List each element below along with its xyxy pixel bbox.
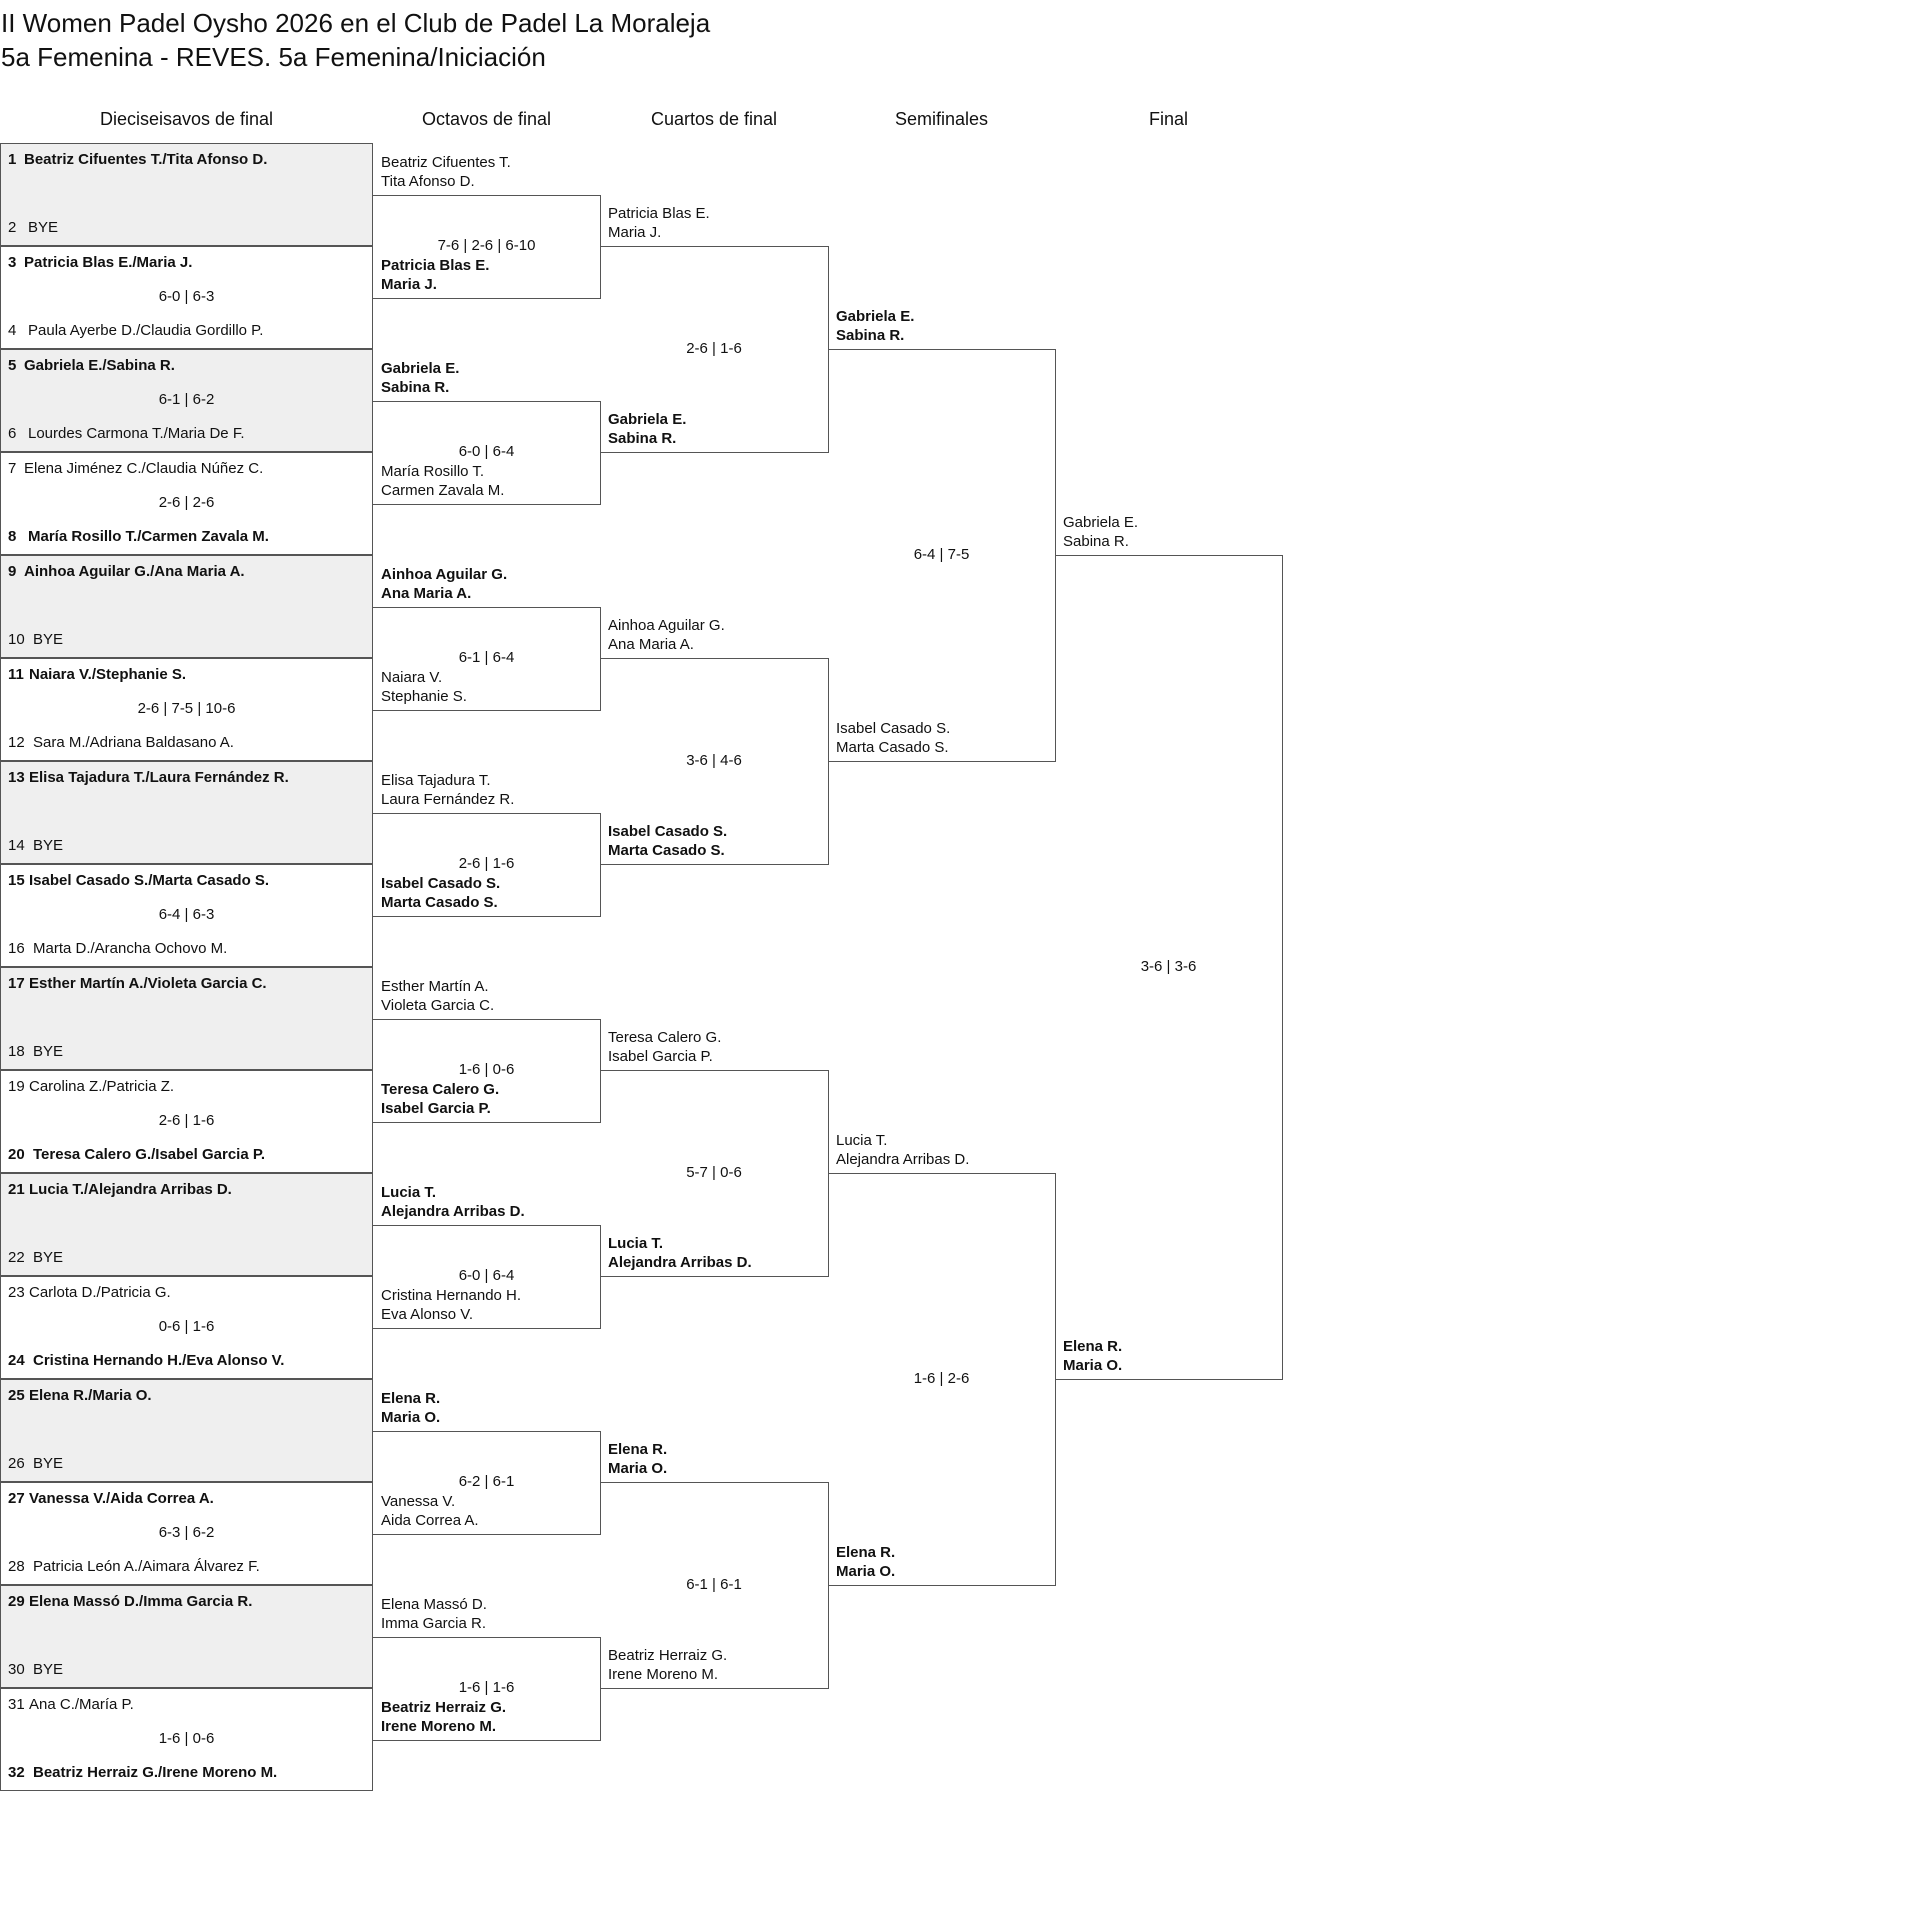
round-header-final: Final (1148, 109, 1188, 129)
r16-team-bottom: Maria J. (381, 275, 437, 293)
r32-team-top: Patricia Blas E./Maria J. (24, 254, 193, 271)
r16-team-bottom: María Rosillo T. (381, 462, 485, 480)
r32-seed: 4 (8, 322, 17, 339)
r32-team-top: Elena R./Maria O. (29, 1387, 152, 1404)
r16-team-bottom: Beatriz Herraiz G. (381, 1698, 507, 1716)
r16-connector (373, 504, 601, 505)
r32-seed: 3 (8, 254, 17, 271)
r16-team-top: Maria O. (381, 1408, 441, 1426)
qf-team-top: Isabel Garcia P. (608, 1048, 713, 1065)
r16-connector (373, 401, 601, 402)
final-match-score: 3-6 | 3-6 (1140, 958, 1197, 975)
qf-connector (600, 246, 829, 247)
r16-team-top: Alejandra Arribas D. (381, 1202, 525, 1220)
r32-seed: 17 (8, 975, 25, 992)
r16-team-bottom: Patricia Blas E. (381, 256, 490, 274)
r32-team-top: Ana C./María P. (29, 1696, 134, 1713)
sf-team-top: Lucia T. (836, 1132, 888, 1149)
r32-team-top: Beatriz Cifuentes T./Tita Afonso D. (24, 151, 268, 168)
qf-team-bottom: Alejandra Arribas D. (608, 1254, 752, 1271)
r32-seed: 29 (8, 1593, 25, 1610)
r32-team-bottom: Cristina Hernando H./Eva Alonso V. (33, 1352, 285, 1369)
r16-team-top: Elena Massó D. (381, 1595, 487, 1613)
r16-team-bottom: Isabel Garcia P. (381, 1099, 491, 1117)
r16-connector (373, 195, 601, 196)
r16-team-bottom: Stephanie S. (381, 687, 467, 705)
r32-seed: 32 (8, 1764, 25, 1781)
r32-seed: 15 (8, 872, 25, 889)
r32-team-bottom: Lourdes Carmona T./Maria De F. (28, 425, 245, 442)
r16-team-top: Laura Fernández R. (381, 790, 515, 808)
r32-seed: 30 (8, 1661, 25, 1678)
r16-team-bottom: Teresa Calero G. (381, 1080, 500, 1098)
r16-team-bottom: Eva Alonso V. (381, 1305, 474, 1323)
qf-team-bottom: Lucia T. (608, 1235, 664, 1252)
r16-team-top: Esther Martín A. (381, 977, 489, 995)
r32-team-top: Isabel Casado S./Marta Casado S. (29, 872, 270, 889)
qf-match-score: 6-1 | 6-1 (686, 1576, 742, 1593)
sf-team-bottom: Elena R. (836, 1544, 896, 1561)
r32-team-bottom: Paula Ayerbe D./Claudia Gordillo P. (28, 322, 264, 339)
r32-team-top: Carolina Z./Patricia Z. (29, 1078, 175, 1095)
qf-connector (600, 1688, 829, 1689)
r16-match-score: 6-1 | 6-4 (458, 649, 515, 666)
r32-seed: 19 (8, 1078, 25, 1095)
r32-team-bottom: Teresa Calero G./Isabel Garcia P. (33, 1146, 266, 1163)
r32-team-top: Carlota D./Patricia G. (29, 1284, 171, 1301)
r32-team-bottom: Patricia León A./Aimara Álvarez F. (33, 1558, 260, 1575)
sf-team-bottom: Maria O. (836, 1563, 896, 1580)
r16-connector (373, 1019, 601, 1020)
r16-connector (373, 1740, 601, 1741)
r32-team-top: Ainhoa Aguilar G./Ana Maria A. (24, 563, 245, 580)
r32-seed: 9 (8, 563, 17, 580)
r32-seed: 10 (8, 631, 25, 648)
r16-match-score: 6-0 | 6-4 (458, 443, 515, 460)
r32-team-top: Elena Jiménez C./Claudia Núñez C. (24, 460, 264, 477)
sf-connector (828, 1173, 1056, 1174)
sf-team-bottom: Isabel Casado S. (836, 720, 951, 737)
r32-seed: 18 (8, 1043, 25, 1060)
r32-seed: 14 (8, 837, 25, 854)
r32-seed: 11 (8, 666, 24, 683)
qf-match-score: 3-6 | 4-6 (686, 752, 742, 769)
final-team-top: Sabina R. (1063, 533, 1129, 550)
r32-team-top: Esther Martín A./Violeta Garcia C. (29, 975, 267, 992)
round-header-sf: Semifinales (894, 109, 989, 129)
final-team-top: Gabriela E. (1063, 514, 1139, 531)
r16-team-top: Elisa Tajadura T. (381, 771, 491, 789)
r32-seed: 13 (8, 769, 25, 786)
sf-match-score: 6-4 | 7-5 (913, 546, 970, 563)
r16-connector (373, 607, 601, 608)
final-connector (1055, 1379, 1283, 1380)
r32-match-score: 0-6 | 1-6 (158, 1318, 215, 1335)
r16-connector (373, 813, 601, 814)
sf-connector (828, 1585, 1056, 1586)
r32-seed: 1 (8, 151, 17, 168)
r16-team-top: Tita Afonso D. (381, 172, 475, 190)
r32-match-score: 6-0 | 6-3 (158, 288, 215, 305)
qf-team-bottom: Sabina R. (608, 430, 677, 447)
qf-team-bottom: Marta Casado S. (608, 842, 725, 859)
r32-match-score: 6-4 | 6-3 (158, 906, 215, 923)
r16-team-bottom: Naiara V. (381, 668, 443, 686)
r32-match-score: 6-3 | 6-2 (158, 1524, 215, 1541)
r16-match-score: 1-6 | 0-6 (458, 1061, 515, 1078)
r16-team-bottom: Carmen Zavala M. (381, 481, 505, 499)
r16-team-bottom: Vanessa V. (381, 1492, 456, 1510)
r16-connector (373, 916, 601, 917)
r16-team-top: Sabina R. (381, 378, 450, 396)
sf-connector (828, 349, 1056, 350)
r32-seed: 22 (8, 1249, 25, 1266)
qf-team-top: Maria O. (608, 1460, 668, 1477)
final-connector (1282, 555, 1283, 1380)
r32-team-bottom: BYE (33, 837, 64, 854)
sf-team-top: Sabina R. (836, 327, 905, 344)
r16-connector (373, 1637, 601, 1638)
r16-match-score: 6-2 | 6-1 (458, 1473, 515, 1490)
r32-team-bottom: BYE (28, 219, 59, 236)
r32-match-score: 1-6 | 0-6 (158, 1730, 215, 1747)
r16-team-top: Elena R. (381, 1389, 441, 1407)
round-header-qf: Cuartos de final (650, 109, 778, 129)
r32-seed: 28 (8, 1558, 25, 1575)
final-connector (1055, 555, 1283, 556)
r16-match-score: 2-6 | 1-6 (458, 855, 515, 872)
qf-connector (600, 864, 829, 865)
r32-seed: 16 (8, 940, 25, 957)
r16-team-bottom: Cristina Hernando H. (381, 1286, 522, 1304)
r16-connector (373, 1431, 601, 1432)
qf-connector (600, 452, 829, 453)
qf-team-top: Maria J. (608, 224, 662, 241)
r32-match-score: 6-1 | 6-2 (158, 391, 215, 408)
sf-team-bottom: Marta Casado S. (836, 739, 949, 756)
r32-seed: 24 (8, 1352, 25, 1369)
sf-team-top: Alejandra Arribas D. (836, 1151, 970, 1168)
r16-team-top: Ainhoa Aguilar G. (381, 565, 508, 583)
r16-team-top: Imma Garcia R. (381, 1614, 487, 1632)
r16-connector (373, 1225, 601, 1226)
sf-match-score: 1-6 | 2-6 (913, 1370, 970, 1387)
r32-match-score: 2-6 | 2-6 (158, 494, 215, 511)
sf-connector (828, 761, 1056, 762)
r32-seed: 7 (8, 460, 17, 477)
r32-team-top: Gabriela E./Sabina R. (24, 357, 175, 374)
r32-seed: 6 (8, 425, 17, 442)
round-header-r16: Octavos de final (421, 109, 552, 129)
r16-connector (373, 710, 601, 711)
r32-seed: 21 (8, 1181, 25, 1198)
r16-team-top: Gabriela E. (381, 359, 460, 377)
r32-team-top: Naiara V./Stephanie S. (29, 666, 187, 683)
r16-team-top: Lucia T. (381, 1183, 437, 1201)
r32-seed: 12 (8, 734, 25, 751)
r16-connector (373, 1122, 601, 1123)
r32-seed: 5 (8, 357, 17, 374)
r32-team-top: Elena Massó D./Imma Garcia R. (29, 1593, 253, 1610)
r16-match-score: 7-6 | 2-6 | 6-10 (437, 237, 536, 254)
r32-team-bottom: Marta D./Arancha Ochovo M. (33, 940, 228, 957)
r32-team-top: Elisa Tajadura T./Laura Fernández R. (29, 769, 289, 786)
r32-seed: 27 (8, 1490, 25, 1507)
r32-team-bottom: BYE (33, 1455, 64, 1472)
r32-match-score: 2-6 | 7-5 | 10-6 (137, 700, 236, 717)
qf-team-bottom: Beatriz Herraiz G. (608, 1647, 728, 1664)
r32-seed: 25 (8, 1387, 25, 1404)
r32-seed: 26 (8, 1455, 25, 1472)
qf-team-top: Ainhoa Aguilar G. (608, 617, 725, 634)
r16-connector (373, 1534, 601, 1535)
r32-seed: 23 (8, 1284, 25, 1301)
r32-match-score: 2-6 | 1-6 (158, 1112, 215, 1129)
r32-team-top: Vanessa V./Aida Correa A. (29, 1490, 214, 1507)
r32-team-top: Lucia T./Alejandra Arribas D. (29, 1181, 232, 1198)
r32-seed: 20 (8, 1146, 25, 1163)
r32-team-bottom: BYE (33, 1043, 64, 1060)
r16-match-score: 6-0 | 6-4 (458, 1267, 515, 1284)
final-team-bottom: Elena R. (1063, 1338, 1123, 1355)
sf-team-top: Gabriela E. (836, 308, 915, 325)
qf-connector (600, 1482, 829, 1483)
page-title: II Women Padel Oysho 2026 en el Club de Padel La Moraleja (1, 8, 711, 38)
r32-team-bottom: María Rosillo T./Carmen Zavala M. (28, 528, 269, 545)
qf-connector (600, 1070, 829, 1071)
qf-connector (600, 1276, 829, 1277)
r32-seed: 31 (8, 1696, 25, 1713)
r32-team-bottom: Sara M./Adriana Baldasano A. (33, 734, 234, 751)
r16-match-score: 1-6 | 1-6 (458, 1679, 515, 1696)
r32-team-bottom: BYE (33, 1661, 64, 1678)
qf-team-bottom: Gabriela E. (608, 411, 687, 428)
qf-team-top: Elena R. (608, 1441, 668, 1458)
r32-seed: 8 (8, 528, 17, 545)
qf-team-top: Ana Maria A. (608, 636, 694, 653)
qf-match-score: 5-7 | 0-6 (686, 1164, 742, 1181)
r16-team-bottom: Aida Correa A. (381, 1511, 479, 1529)
round-header-r32: Dieciseisavos de final (99, 109, 274, 129)
r16-team-bottom: Isabel Casado S. (381, 874, 501, 892)
qf-team-bottom: Isabel Casado S. (608, 823, 728, 840)
r16-team-bottom: Irene Moreno M. (381, 1717, 497, 1735)
r16-team-top: Ana Maria A. (381, 584, 472, 602)
r16-team-bottom: Marta Casado S. (381, 893, 498, 911)
r16-connector (373, 1328, 601, 1329)
page-subtitle: 5a Femenina - REVES. 5a Femenina/Iniciación (1, 42, 546, 72)
r16-team-top: Violeta Garcia C. (381, 996, 495, 1014)
qf-team-top: Patricia Blas E. (608, 205, 710, 222)
qf-connector (600, 658, 829, 659)
final-team-bottom: Maria O. (1063, 1357, 1123, 1374)
r32-team-bottom: BYE (33, 1249, 64, 1266)
r32-seed: 2 (8, 219, 17, 236)
r16-connector (373, 298, 601, 299)
qf-team-top: Teresa Calero G. (608, 1029, 722, 1046)
r32-team-bottom: BYE (33, 631, 64, 648)
qf-team-bottom: Irene Moreno M. (608, 1666, 719, 1683)
r16-team-top: Beatriz Cifuentes T. (381, 153, 511, 171)
r32-team-bottom: Beatriz Herraiz G./Irene Moreno M. (33, 1764, 278, 1781)
qf-match-score: 2-6 | 1-6 (686, 340, 742, 357)
